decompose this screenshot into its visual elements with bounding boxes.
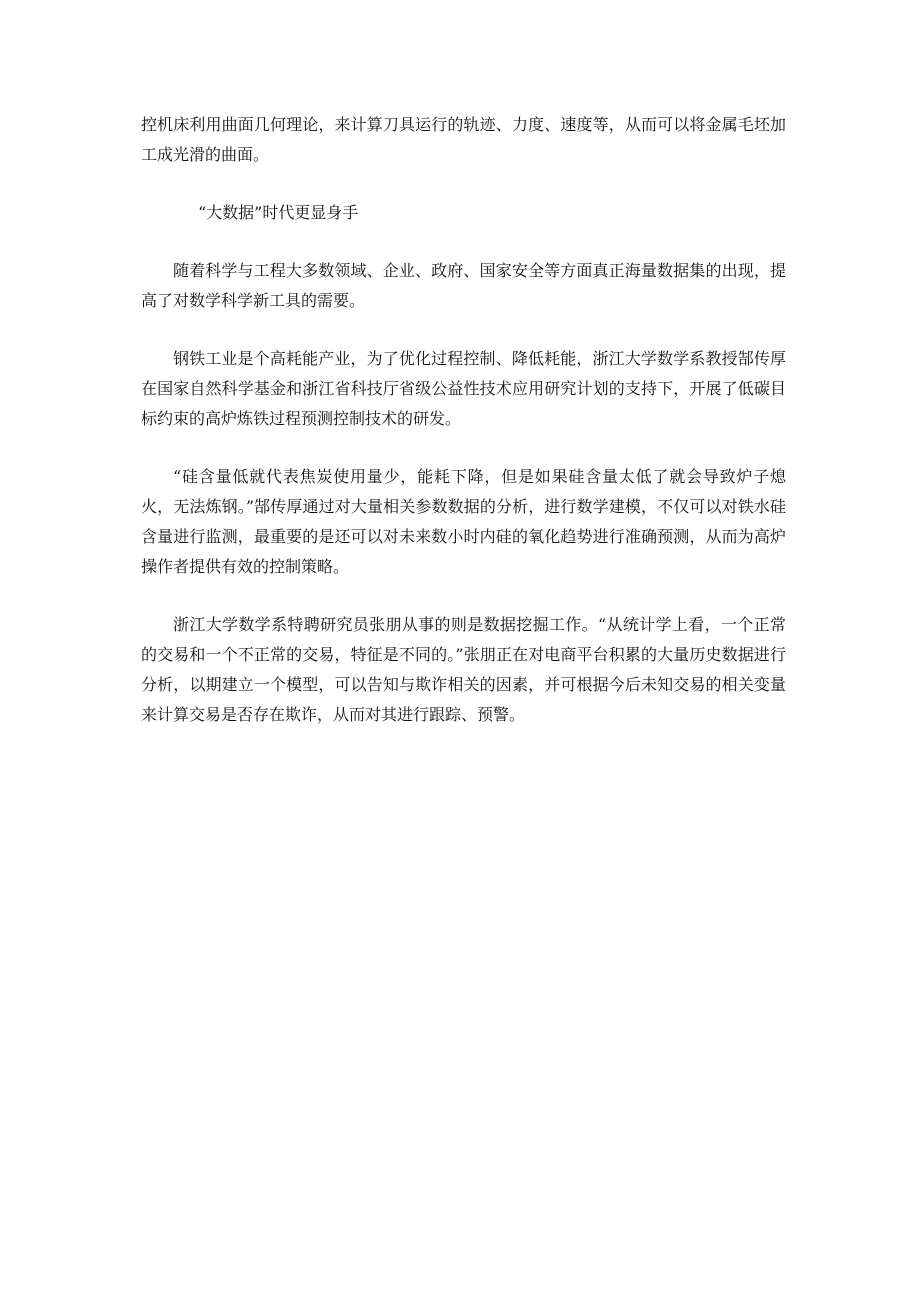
- paragraph-continuation: 控机床利用曲面几何理论，来计算刀具运行的轨迹、力度、速度等，从而可以将金属毛坯加工成光滑的曲面。: [141, 115, 786, 164]
- paragraph-big-data-intro: 随着科学与工程大多数领域、企业、政府、国家安全等方面真正海量数据集的出现，提高了对数学科学新工具的需要。: [141, 261, 786, 310]
- paragraph-steel-industry: 钢铁工业是个高耗能产业，为了优化过程控制、降低耗能，浙江大学数学系教授郜传厚在国家自然科学基金和浙江省科技厅省级公益性技术应用研究计划的支持下，开展了低碳目标约束的高炉炼铁过程预测控制技术的研发。: [141, 349, 786, 428]
- paragraph-silicon-content: “硅含量低就代表焦炭使用量少，能耗下降，但是如果硅含量太低了就会导致炉子熄火，无法炼钢。”郜传厚通过对大量相关参数数据的分析，进行数学建模，不仅可以对铁水硅含量进行监测，最重要的是还可以对未来数小时内硅的氧化趋势进行准确预测，从而为高炉操作者提供有效的控制策略。: [141, 467, 786, 576]
- document-body: [141, 110, 786, 758]
- section-heading: “大数据”时代更显身手: [198, 203, 359, 222]
- paragraph-data-mining: 浙江大学数学系特聘研究员张朋从事的则是数据挖掘工作。“从统计学上看，一个正常的交易和一个不正常的交易，特征是不同的。”张朋正在对电商平台积累的大量历史数据进行分析，以期建立一个模型，可以告知与欺诈相关的因素，并可根据今后未知交易的相关变量来计算交易是否存在欺诈，从而对其进行跟踪、预警。: [141, 615, 786, 724]
